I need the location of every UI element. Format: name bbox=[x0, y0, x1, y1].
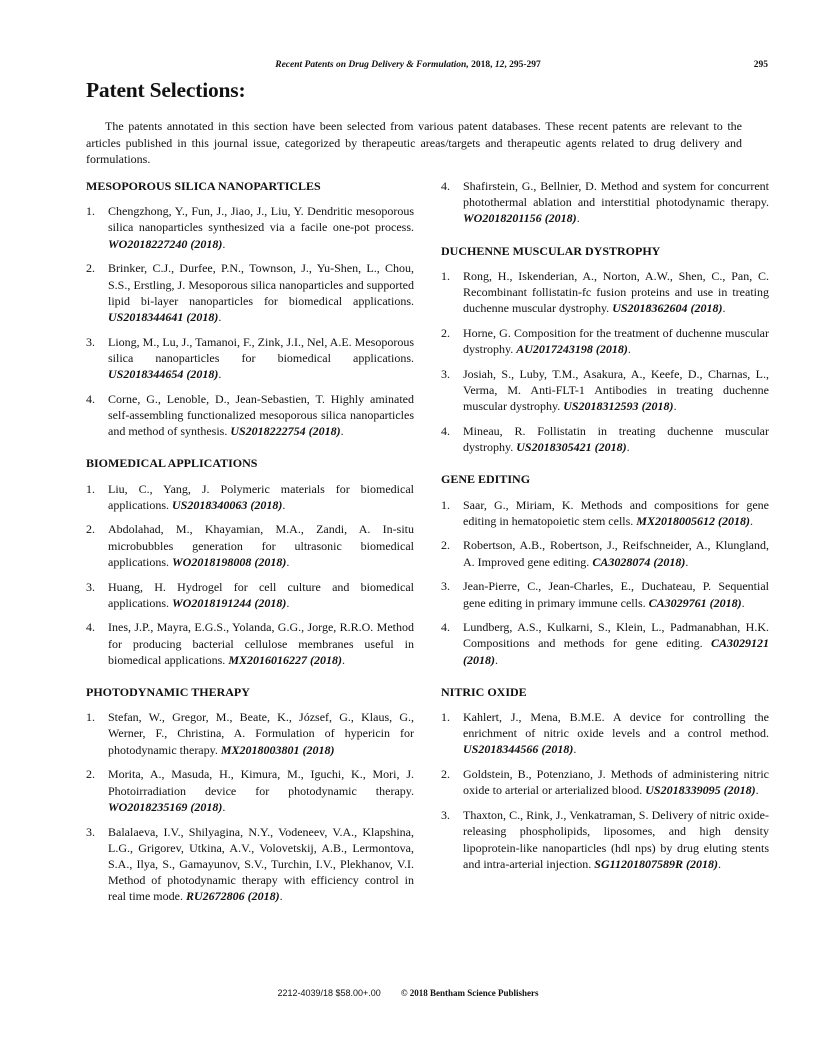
reference-text: Chengzhong, Y., Fun, J., Jiao, J., Liu, Y. Dendritic mesoporous silica nanoparticles synthesized via a facile one-pot process. bbox=[108, 204, 414, 235]
patent-number: MX2018003801 bbox=[220, 742, 300, 757]
patent-section bbox=[441, 684, 769, 872]
patent-year: (2018) bbox=[190, 236, 223, 251]
patent-number: CA3028074 bbox=[592, 554, 651, 569]
patent-year: (2018) bbox=[594, 440, 627, 455]
reference-item bbox=[86, 334, 414, 383]
right-column bbox=[441, 178, 769, 888]
patent-number: US2018344641 bbox=[108, 309, 184, 324]
section-heading: GENE EDITING bbox=[441, 472, 531, 487]
patent-number: AU2017243198 bbox=[516, 342, 593, 357]
reference-number: 3. bbox=[86, 334, 95, 349]
journal-name: Recent Patents on Drug Delivery & Formulation bbox=[275, 60, 467, 70]
reference-number: 3. bbox=[86, 579, 95, 594]
reference-item bbox=[441, 766, 769, 798]
page-title: Patent Selections: bbox=[86, 78, 246, 102]
patent-number: MX2016016227 bbox=[228, 652, 307, 667]
reference-end: . bbox=[222, 236, 226, 251]
patent-year: (2018) bbox=[641, 399, 674, 414]
reference-text: Balalaeva, I.V., Shilyagina, N.Y., Vodeneev, V.A., Klapshina, L.G., Grigorev, Utkina, A.V., Volovetskij, A.B., Lermontova, S.A., Ilya, S., Gamayunov, S.V., Turchin, I.V., Plekhanov, V.I. Method of photodynamic therapy with efficiency control in real time mode. bbox=[108, 824, 414, 904]
reference-number: 3. bbox=[441, 808, 450, 823]
reference-end: . bbox=[626, 440, 630, 455]
reference-item bbox=[441, 709, 769, 758]
reference-item bbox=[441, 178, 769, 227]
reference-text: Rong, H., Iskenderian, A., Norton, A.W., Shen, C., Pan, C. Recombinant follistatin-fc fusion proteins and use in treating duchenne muscular dystrophy. bbox=[463, 268, 769, 316]
reference-list bbox=[441, 268, 769, 456]
reference-item bbox=[86, 260, 414, 325]
patent-number: US2018339095 bbox=[645, 783, 721, 798]
reference-number: 4. bbox=[86, 391, 95, 406]
patent-number: WO2018235169 bbox=[108, 799, 188, 814]
reference-end: . bbox=[573, 742, 577, 757]
reference-end: . bbox=[342, 652, 345, 667]
reference-number: 4. bbox=[441, 423, 450, 438]
patent-number: CA3029121 bbox=[710, 636, 769, 651]
reference-item bbox=[86, 766, 414, 815]
section-heading: MESOPOROUS SILICA NANOPARTICLES bbox=[86, 179, 321, 193]
patent-year: (2018) bbox=[463, 652, 495, 667]
reference-number: 2. bbox=[86, 522, 95, 537]
section-heading: DUCHENNE MUSCULAR DYSTROPHY bbox=[441, 243, 661, 258]
reference-text: Robertson, A.B., Robertson, J., Reifschneider, A., Klungland, A. Improved gene editing. bbox=[463, 538, 769, 569]
reference-list bbox=[441, 178, 769, 227]
reference-number: 2. bbox=[441, 325, 450, 340]
reference-end: . bbox=[576, 211, 580, 226]
page-footer bbox=[0, 988, 816, 998]
intro-paragraph: The patents annotated in this section have been selected from various patent databases. These recent patents are relevant to the articles published in this journal issue, categorized by therapeutic areas/targets and therapeutic agents related to drug delivery and formulations. bbox=[86, 119, 742, 167]
patent-number: RU2672806 bbox=[185, 889, 245, 904]
reference-list bbox=[86, 709, 414, 904]
reference-list bbox=[86, 203, 414, 439]
patent-number: SG11201807589R bbox=[594, 856, 683, 871]
reference-end: . bbox=[218, 309, 222, 324]
patent-number: US2018312593 bbox=[563, 399, 639, 414]
left-column bbox=[86, 178, 414, 921]
patent-year: (2018) bbox=[541, 742, 574, 757]
reference-item bbox=[86, 579, 414, 611]
reference-item bbox=[86, 203, 414, 252]
patent-year: (2018) bbox=[595, 342, 628, 357]
reference-end: . bbox=[685, 554, 689, 569]
reference-text: Abdolahad, M., Khayamian, M.A., Zandi, A. In-situ microbubbles generation for ultrasonic biomedical applications. bbox=[108, 522, 414, 569]
patent-year: (2018) bbox=[190, 799, 223, 814]
reference-text: Jean-Pierre, C., Jean-Charles, E., Duchateau, P. Sequential gene editing in primary immune cells. bbox=[463, 579, 769, 610]
copyright: © 2018 Bentham Science Publishers bbox=[400, 988, 539, 998]
patent-year: (2018) bbox=[310, 652, 342, 667]
patent-year: (2018) bbox=[709, 595, 742, 610]
reference-number: 2. bbox=[86, 767, 95, 782]
reference-item bbox=[86, 391, 414, 440]
patent-year: (2018) bbox=[247, 889, 280, 904]
patent-number: US2018340063 bbox=[171, 497, 248, 512]
patent-year: (2018) bbox=[308, 424, 341, 439]
reference-end: . bbox=[755, 783, 759, 798]
section-heading: NITRIC OXIDE bbox=[441, 684, 527, 699]
patent-number: CA3029761 bbox=[648, 595, 707, 610]
reference-number: 1. bbox=[86, 481, 95, 496]
section-heading: BIOMEDICAL APPLICATIONS bbox=[86, 456, 258, 471]
reference-item bbox=[441, 423, 769, 455]
reference-number: 3. bbox=[441, 579, 450, 594]
reference-end: . bbox=[279, 889, 283, 904]
reference-item bbox=[441, 497, 769, 529]
reference-text: Goldstein, B., Potenziano, J. Methods of administering nitric oxide to arterial or arterialized blood. bbox=[463, 767, 769, 798]
reference-number: 4. bbox=[441, 620, 450, 635]
reference-item bbox=[441, 537, 769, 569]
reference-item bbox=[441, 366, 769, 415]
reference-number: 1. bbox=[86, 710, 95, 725]
reference-end: . bbox=[673, 399, 677, 414]
journal-volume: 12 bbox=[494, 60, 505, 70]
journal-pages: 295-297 bbox=[509, 60, 541, 70]
reference-text: Ines, J.P., Mayra, E.G.S., Yolanda, G.G., Jorge, R.R.O. Method for producing bacterial cellulose membranes useful in biomedical applications. bbox=[108, 620, 414, 667]
reference-number: 3. bbox=[86, 824, 95, 839]
patent-year: (2018) bbox=[685, 856, 718, 871]
reference-number: 4. bbox=[86, 620, 95, 635]
reference-end: . bbox=[282, 497, 286, 512]
reference-end: . bbox=[741, 595, 745, 610]
reference-text: Horne, G. Composition for the treatment of duchenne muscular dystrophy. bbox=[463, 325, 769, 357]
reference-text: Kahlert, J., Mena, B.M.E. A device for controlling the enrichment of nitric oxide levels and a control method. bbox=[463, 710, 769, 741]
patent-number: US2018344654 bbox=[108, 367, 184, 382]
reference-item bbox=[86, 824, 414, 905]
patent-section bbox=[86, 455, 414, 668]
patent-number: US2018362604 bbox=[612, 301, 688, 316]
reference-text: Lundberg, A.S., Kulkarni, S., Klein, L., Padmanabhan, H.K. Compositions and methods for gene editing. bbox=[463, 620, 769, 651]
patent-number: US2018305421 bbox=[516, 440, 592, 455]
reference-list bbox=[441, 709, 769, 872]
issn-price: 2212-4039/18 $58.00+.00 bbox=[277, 988, 381, 998]
reference-number: 4. bbox=[441, 179, 450, 193]
patent-year: (2018) bbox=[254, 554, 287, 569]
patent-section bbox=[86, 684, 414, 904]
reference-end: . bbox=[749, 513, 753, 528]
reference-text: Josiah, S., Luby, T.M., Asakura, A., Keefe, D., Charnas, L., Verma, M. Anti-FLT-1 Antibodies in treating duchenne muscular dystrophy. bbox=[463, 366, 769, 414]
reference-end: . bbox=[286, 595, 290, 610]
patent-year: (2018) bbox=[186, 367, 219, 382]
reference-text: Mineau, R. Follistatin in treating duchenne muscular dystrophy. bbox=[463, 423, 769, 455]
reference-end: . bbox=[222, 799, 226, 814]
section-heading: PHOTODYNAMIC THERAPY bbox=[86, 685, 250, 700]
reference-list bbox=[86, 481, 414, 669]
journal-citation: Recent Patents on Drug Delivery & Formulation, 2018, 12, 295-297 bbox=[275, 60, 541, 70]
reference-item bbox=[441, 268, 769, 317]
patent-number: WO2018198008 bbox=[171, 554, 252, 569]
reference-list bbox=[441, 497, 769, 668]
patent-number: WO2018191244 bbox=[171, 595, 252, 610]
patent-year: (2018) bbox=[250, 497, 283, 512]
patent-year: (2018) bbox=[302, 742, 335, 757]
reference-end: . bbox=[717, 856, 721, 871]
patent-section bbox=[441, 178, 769, 227]
reference-item bbox=[86, 619, 414, 668]
reference-text: Brinker, C.J., Durfee, P.N., Townson, J., Yu-Shen, L., Chou, S.S., Erstling, J. Mesoporous silica nanoparticles and supported lipid bi-layer nanoparticles for biomedical applications. bbox=[108, 261, 414, 308]
reference-text: Shafirstein, G., Bellnier, D. Method and system for concurrent photothermal ablation and interstitial photodynamic therapy. bbox=[463, 179, 769, 210]
reference-text: Morita, A., Masuda, H., Kimura, M., Iguchi, K., Mori, J. Photoirradiation device for photodynamic therapy. bbox=[108, 767, 414, 798]
reference-end: . bbox=[495, 652, 498, 667]
reference-text: Huang, H. Hydrogel for cell culture and biomedical applications. bbox=[108, 579, 414, 610]
patent-year: (2018) bbox=[653, 554, 686, 569]
patent-year: (2018) bbox=[254, 595, 287, 610]
reference-end: . bbox=[340, 424, 344, 439]
patent-number: WO2018201156 bbox=[463, 211, 542, 226]
reference-item bbox=[441, 325, 769, 357]
reference-text: Corne, G., Lenoble, D., Jean-Sebastien, T. Highly aminated self-assembling functionalized mesoporous silica nanoparticles and method of synthesis. bbox=[108, 391, 414, 439]
reference-text: Stefan, W., Gregor, M., Beate, K., József, G., Klaus, G., Werner, F., Christina, A. Formulation of hypericin for photodynamic therapy. bbox=[108, 710, 414, 757]
journal-year: 2018 bbox=[471, 60, 491, 70]
reference-text: Liong, M., Lu, J., Tamanoi, F., Zink, J.I., Nel, A.E. Mesoporous silica nanoparticles for biomedical applications. bbox=[108, 334, 414, 365]
reference-end: . bbox=[218, 367, 222, 382]
reference-number: 2. bbox=[441, 767, 450, 782]
reference-number: 3. bbox=[441, 366, 450, 381]
reference-number: 2. bbox=[441, 538, 450, 553]
patent-number: US2018222754 bbox=[230, 424, 306, 439]
patent-section bbox=[441, 471, 769, 668]
reference-end: . bbox=[286, 554, 290, 569]
reference-text: Saar, G., Miriam, K. Methods and compositions for gene editing in hematopoietic stem cells. bbox=[463, 497, 769, 528]
reference-item bbox=[441, 807, 769, 872]
patent-section bbox=[441, 243, 769, 456]
reference-item bbox=[441, 578, 769, 610]
reference-text: Liu, C., Yang, J. Polymeric materials for biomedical applications. bbox=[108, 481, 414, 512]
patent-year: (2018) bbox=[717, 513, 750, 528]
reference-item bbox=[86, 709, 414, 758]
page-number: 295 bbox=[753, 60, 768, 70]
patent-section bbox=[86, 178, 414, 439]
reference-end: . bbox=[627, 342, 631, 357]
patent-number: WO2018227240 bbox=[108, 236, 188, 251]
patent-year: (2018) bbox=[723, 783, 756, 798]
reference-number: 1. bbox=[441, 497, 450, 512]
reference-item bbox=[86, 521, 414, 570]
patent-year: (2018) bbox=[690, 301, 723, 316]
reference-number: 1. bbox=[441, 268, 450, 283]
reference-number: 2. bbox=[86, 261, 95, 276]
reference-item bbox=[441, 619, 769, 668]
reference-text: Thaxton, C., Rink, J., Venkatraman, S. Delivery of nitric oxide-releasing phospholipids, liposomes, and high density lipoprotein-like nanoparticles (hdl nps) by drug eluting stents and intra-arterial injection. bbox=[463, 808, 769, 871]
patent-number: MX2018005612 bbox=[636, 513, 715, 528]
reference-end: . bbox=[722, 301, 726, 316]
reference-item bbox=[86, 481, 414, 513]
patent-year: (2018) bbox=[186, 309, 219, 324]
patent-number: US2018344566 bbox=[463, 742, 539, 757]
patent-year: (2018) bbox=[544, 211, 577, 226]
reference-number: 1. bbox=[86, 204, 95, 219]
reference-number: 1. bbox=[441, 710, 450, 725]
